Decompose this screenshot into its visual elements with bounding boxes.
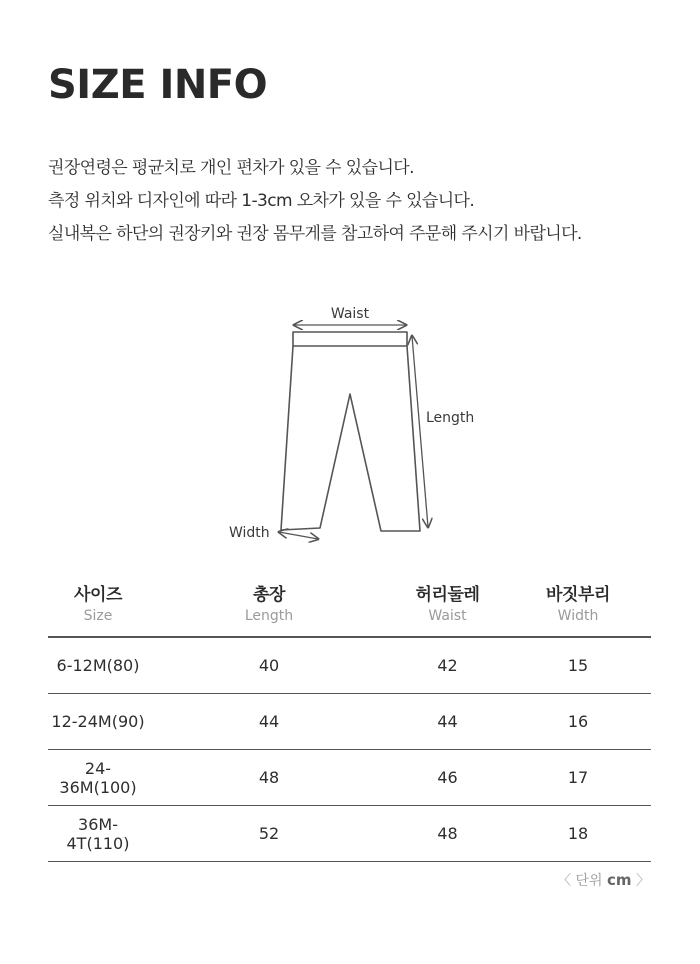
note-line: 측정 위치와 디자인에 따라 1-3cm 오차가 있을 수 있습니다. (48, 191, 475, 211)
cell-size: 12-24M(90) (51, 712, 145, 731)
header-ko: 사이즈 (73, 585, 123, 605)
cell-size: 24-36M(100) (59, 758, 137, 797)
cell-size: 6-12M(80) (56, 656, 140, 675)
pants-waistband (293, 332, 407, 346)
length-arrow (412, 336, 428, 527)
cell-waist: 48 (437, 824, 458, 843)
note-line: 실내복은 하단의 권장키와 권장 몸무게를 참고하여 주문해 주시기 바랍니다. (48, 224, 582, 244)
cell-length: 40 (258, 656, 280, 675)
cell-width: 18 (567, 824, 589, 843)
cell-width: 16 (567, 712, 589, 731)
unit-note (557, 870, 650, 890)
table-row (48, 806, 651, 862)
unit-value: cm (607, 871, 632, 889)
header-en: Waist (428, 608, 467, 624)
pants-measurement-diagram (0, 290, 700, 560)
header-ko: 바짓부리 (545, 585, 611, 605)
table-header (48, 572, 651, 638)
cell-length: 52 (258, 824, 280, 843)
cell-length: 48 (258, 768, 280, 787)
cell-width: 17 (567, 768, 589, 787)
unit-suffix: 〉 (631, 873, 650, 889)
notes (48, 152, 582, 251)
table-row (48, 694, 651, 750)
header-length (148, 572, 390, 636)
cell-width: 15 (567, 656, 589, 675)
width-label: Width (229, 525, 270, 541)
header-en: Size (83, 608, 113, 624)
header-ko: 허리둘레 (415, 585, 480, 605)
note-line: 권장연령은 평균치로 개인 편차가 있을 수 있습니다. (48, 158, 414, 178)
header-size (48, 572, 148, 636)
size-table (48, 572, 651, 862)
waist-label: Waist (330, 306, 370, 322)
header-en: Width (557, 608, 599, 624)
header-ko: 총장 (252, 585, 286, 605)
cell-size: 36M-4T(110) (66, 814, 130, 853)
unit-prefix: 〈 단위 (557, 873, 608, 889)
cell-waist: 42 (437, 656, 458, 675)
header-waist (390, 572, 505, 636)
table-row (48, 638, 651, 694)
length-label: Length (426, 410, 475, 426)
pants-legs (281, 346, 420, 531)
width-arrow (279, 532, 318, 539)
header-width (505, 572, 651, 636)
header-en: Length (244, 608, 294, 624)
table-row (48, 750, 651, 806)
cell-length: 44 (258, 712, 280, 731)
cell-waist: 46 (437, 768, 458, 787)
page-title: SIZE INFO (48, 62, 268, 108)
cell-waist: 44 (437, 712, 458, 731)
pants-outline (281, 332, 420, 531)
